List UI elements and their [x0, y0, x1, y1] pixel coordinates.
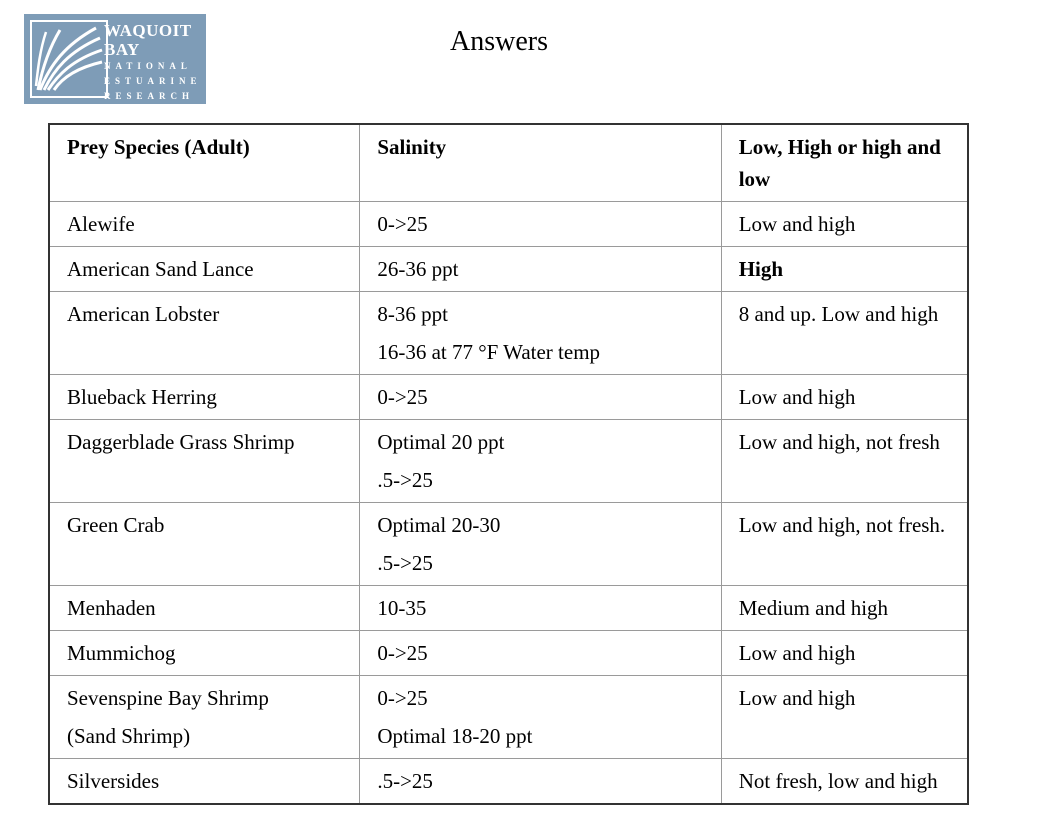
cell-range	[721, 759, 968, 805]
logo-wordmark	[104, 21, 206, 119]
salinity-line: Optimal 20 ppt	[377, 430, 505, 454]
cell-range	[721, 375, 968, 420]
cell-range	[721, 586, 968, 631]
cell-range	[721, 676, 968, 759]
cell-range	[721, 247, 968, 292]
cell-salinity	[360, 586, 721, 631]
cell-species	[49, 676, 360, 759]
cell-species	[49, 759, 360, 805]
range-text: Low and high, not fresh	[738, 430, 940, 454]
cell-salinity	[360, 202, 721, 247]
salinity-line: 0->25	[377, 641, 428, 665]
salinity-line: 8-36 ppt	[377, 302, 448, 326]
salinity-line: 26-36 ppt	[377, 257, 459, 281]
table-row	[49, 292, 968, 375]
cell-species	[49, 631, 360, 676]
cell-salinity	[360, 676, 721, 759]
table-row	[49, 247, 968, 292]
table-row	[49, 202, 968, 247]
table-body	[49, 202, 968, 805]
logo-line-1: WAQUOIT BAY	[104, 21, 192, 59]
range-text: Low and high	[738, 212, 856, 236]
cell-range	[721, 503, 968, 586]
page-title: Answers	[450, 26, 548, 57]
species-line: Green Crab	[67, 513, 165, 537]
salinity-line: 0->25	[377, 686, 428, 710]
salinity-line: Optimal 20-30	[377, 513, 501, 537]
logo-line-4: RESEARCH	[104, 91, 195, 101]
cell-range	[721, 631, 968, 676]
range-text: Low and high	[738, 641, 856, 665]
species-line: American Sand Lance	[67, 257, 254, 281]
range-text: Low and high	[738, 686, 856, 710]
range-text: 8 and up. Low and high	[738, 302, 939, 326]
table-row	[49, 420, 968, 503]
cell-salinity	[360, 503, 721, 586]
salinity-line: 0->25	[377, 385, 428, 409]
header-salinity: Salinity	[360, 124, 721, 202]
species-line: Mummichog	[67, 641, 176, 665]
table-row	[49, 759, 968, 805]
species-line: Blueback Herring	[67, 385, 217, 409]
logo-line-3: ESTUARINE	[104, 76, 202, 86]
header-prey-species: Prey Species (Adult)	[49, 124, 360, 202]
cell-range	[721, 420, 968, 503]
cell-salinity	[360, 292, 721, 375]
table-row	[49, 631, 968, 676]
cell-range	[721, 292, 968, 375]
cell-species	[49, 375, 360, 420]
species-line: Daggerblade Grass Shrimp	[67, 430, 295, 454]
salinity-line: Optimal 18-20 ppt	[377, 724, 533, 748]
cell-species	[49, 586, 360, 631]
grass-logo-icon	[30, 20, 108, 98]
cell-salinity	[360, 247, 721, 292]
range-text: Low and high	[738, 385, 856, 409]
species-line: (Sand Shrimp)	[67, 724, 191, 748]
table-row	[49, 586, 968, 631]
cell-salinity	[360, 631, 721, 676]
species-line: Sevenspine Bay Shrimp	[67, 686, 269, 710]
cell-species	[49, 420, 360, 503]
salinity-line: 16-36 at 77 °F Water temp	[377, 340, 601, 364]
range-text: Medium and high	[738, 596, 889, 620]
cell-salinity	[360, 420, 721, 503]
header-range: Low, High or high and low	[721, 124, 968, 202]
reserve-logo	[24, 14, 206, 116]
species-line: Silversides	[67, 769, 160, 793]
species-line: Alewife	[67, 212, 135, 236]
salinity-line: .5->25	[377, 769, 433, 793]
cell-species	[49, 202, 360, 247]
table-row	[49, 676, 968, 759]
table-header-row	[49, 124, 968, 202]
range-text: High	[738, 257, 784, 281]
cell-salinity	[360, 759, 721, 805]
salinity-line: .5->25	[377, 551, 433, 575]
cell-species	[49, 292, 360, 375]
prey-salinity-table	[48, 123, 969, 805]
range-text: Low and high, not fresh.	[738, 513, 946, 537]
range-text: Not fresh, low and high	[738, 769, 938, 793]
species-line: American Lobster	[67, 302, 220, 326]
species-line: Menhaden	[67, 596, 156, 620]
cell-species	[49, 503, 360, 586]
table-row	[49, 375, 968, 420]
salinity-line: .5->25	[377, 468, 433, 492]
table-row	[49, 503, 968, 586]
cell-salinity	[360, 375, 721, 420]
cell-range	[721, 202, 968, 247]
salinity-line: 10-35	[377, 596, 427, 620]
logo-line-2: NATIONAL	[104, 61, 192, 71]
logo-line-5: RESERVE	[104, 106, 182, 116]
salinity-line: 0->25	[377, 212, 428, 236]
cell-species	[49, 247, 360, 292]
